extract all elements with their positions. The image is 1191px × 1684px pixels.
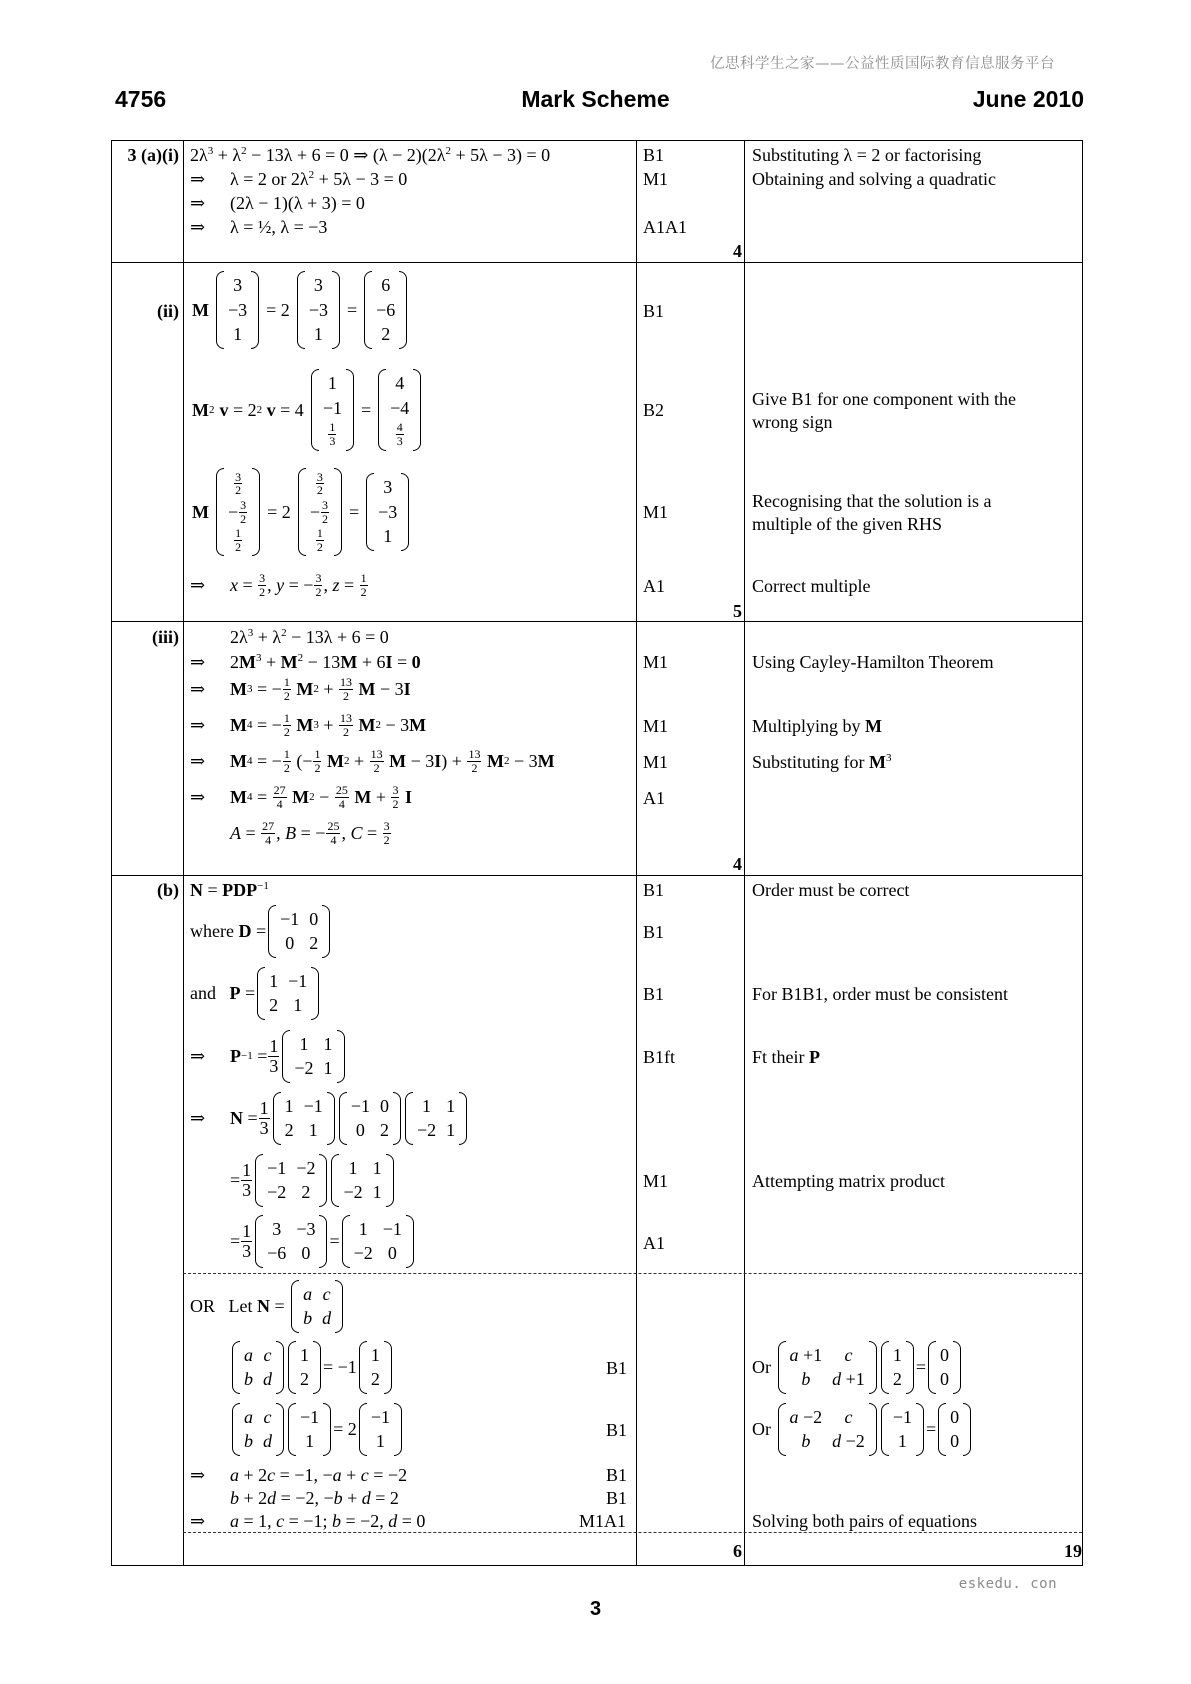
working-line: ⇒ x = $\frac{3}{2}$ , y = − $\frac{3}{2}$ , z = $\frac{1}{2}$ [190,570,367,599]
working-line: where D = −1 0 0 2 [190,903,332,959]
working-line: ⇒ M 4 = − $\frac{1}{2}$ (− $\frac{1}{2}$ M 2 + $\frac{13}{2}$ M − 3 I ) + $\frac{13}{2}$ M 2 − 3 M [190,746,555,775]
comment: Or a −2 c b d −2 −1 1 = 0 0 [752,1401,973,1457]
part-total: 4 [733,854,742,874]
mark: B1 [643,880,665,900]
mark: B1 [643,301,665,321]
col-divider-marks [636,140,637,1566]
page-title: Mark Scheme [521,86,670,112]
comment: Order must be correct [752,880,910,900]
mark: B1 [643,922,665,942]
alt-mark: B1 [606,1420,628,1440]
comment: Substituting λ = 2 or factorising [752,145,982,165]
question-label: 3 (a)(i) [127,145,179,165]
working-line: M 3 −3 1 = 2 3 −3 1 = 6 −6 2 [192,268,409,352]
part-total: 5 [733,601,742,621]
table-border-top [111,140,1083,141]
alt-mark: M1A1 [579,1511,627,1531]
comment: Multiplying by M [752,716,883,736]
working-line: = $\frac{1}{3}$ −1 −2 −2 2 1 1 −2 1 [230,1152,396,1208]
working-line: ⇒ P −1 = $\frac{1}{3}$ 1 1 −2 1 [190,1028,347,1084]
working-line: A = $\frac{27}{4}$ , B = − $\frac{25}{4}$ , C = $\frac{3}{2}$ [230,818,390,847]
working-line: $2\lambda^3 + \lambda^2 - 13\lambda + 6 = 0$ ⇒ $(\lambda - 2)(2\lambda^2 + 5\lambda - 3) = 0$ [190,145,551,165]
working-line: b + 2d = −2, −b + d = 2 [230,1488,399,1508]
comment: Substituting for $M^3$ [752,752,892,772]
question-label: (b) [157,880,179,900]
working-line: ⇒ (2λ − 1)(λ + 3) = 0 [190,193,365,213]
alt-mark: B1 [606,1488,628,1508]
exam-session: June 2010 [972,86,1084,112]
table-border-right [1082,140,1083,1566]
mark: M1 [643,502,669,522]
row-divider [111,621,1083,622]
working-line: M 2 v = 2 2 v = 4 1 −1 $\frac{1}{3}$ = 4 −4 $\frac{4}{3}$ [192,364,423,456]
alt-method-divider [183,1273,1082,1274]
table-border-left [111,140,112,1566]
table-border-bottom [111,1565,1083,1566]
mark: M1 [643,652,669,672]
page-number: 3 [589,1598,602,1620]
working-line: ⇒ M 3 = − $\frac{1}{2}$ M 2 + $\frac{13}{2}$ M − 3 I [190,674,411,703]
question-total: 19 [1064,1541,1082,1561]
working-line: = $\frac{1}{3}$ 3 −3 −6 0 = 1 −1 −2 0 [230,1213,416,1269]
mark: A1A1 [643,217,687,237]
working-line: ⇒ λ = 2 or $2\lambda^2 + 5\lambda - 3 = 0$ [190,169,408,189]
alt-mark: B1 [606,1465,628,1485]
row-divider [111,875,1083,876]
working-line: $2\lambda^3 + \lambda^2 - 13\lambda + 6 = 0$ [230,627,389,647]
working-line: and P = 1 −1 2 1 [190,965,321,1021]
comment: Attempting matrix product [752,1171,945,1191]
mark: A1 [643,788,665,808]
working-line: ⇒ M 4 = $\frac{27}{4}$ M 2 − $\frac{25}{4}$ M + $\frac{3}{2}$ I [190,782,412,811]
comment: Using Cayley-Hamilton Theorem [752,652,994,672]
working-line: ⇒ $2M^3 + M^2 - 13M + 6I = 0$ [190,652,421,672]
watermark-top: 亿思科学生之家——公益性质国际教育信息服务平台 [710,56,1055,72]
comment: Solving both pairs of equations [752,1511,977,1531]
mark: B2 [643,400,665,420]
mark: A1 [643,576,665,596]
comment: Give B1 for one component with the [752,389,1016,409]
working-line: ⇒ λ = ½, λ = −3 [190,217,328,237]
mark: M1 [643,752,669,772]
question-label: (ii) [157,301,179,321]
comment: Or a +1 c b d +1 1 2 = 0 0 [752,1339,963,1395]
mark: B1 [643,145,665,165]
question-label: (iii) [152,627,179,647]
alt-mark: B1 [606,1358,628,1378]
working-line: ⇒ a = 1, c = −1; b = −2, d = 0 [190,1511,426,1531]
col-divider-label [183,140,184,1566]
working-line: M $\frac{3}{2}$ − $\frac{3}{2}$ $\frac{1}{2}$ = 2 $\frac{3}{2}$ − $\frac{3}{2}$ $\frac{1}{2}$ = 3 −3 1 [192,464,411,560]
working-line: a c b d 1 2 = −1 1 2 [230,1339,394,1395]
comment: Ft their P [752,1047,820,1067]
part-total: 6 [733,1541,742,1561]
mark: M1 [643,1171,669,1191]
mark: B1ft [643,1047,676,1067]
working-line: a c b d −1 1 = 2 −1 1 [230,1401,404,1457]
mark: M1 [643,169,669,189]
row-divider [111,262,1083,263]
mark: B1 [643,984,665,1004]
working-line: ⇒ M 4 = − $\frac{1}{2}$ M 3 + $\frac{13}{2}$ M 2 − 3 M [190,710,427,739]
part-total: 4 [733,241,742,261]
comment: Recognising that the solution is a [752,491,992,511]
watermark-bottom: eskedu. con [958,1576,1057,1592]
working-line: ⇒ N = $\frac{1}{3}$ 1 −1 2 1 −1 0 0 2 1 1 −2 1 [190,1090,469,1146]
working-line: ⇒ a + 2c = −1, −a + c = −2 [190,1465,408,1485]
comment: wrong sign [752,412,833,432]
mark: M1 [643,716,669,736]
mark: A1 [643,1233,665,1253]
working-line: $N = PDP^{-1}$ [190,880,269,900]
comment: Correct multiple [752,576,871,596]
col-divider-comments [744,140,745,1566]
comment: For B1B1, order must be consistent [752,984,1008,1004]
working-line: OR Let N = a c b d [190,1278,345,1334]
comment: Obtaining and solving a quadratic [752,169,996,189]
alt-method-divider [183,1532,1082,1533]
paper-code: 4756 [115,86,167,112]
comment: multiple of the given RHS [752,514,942,534]
